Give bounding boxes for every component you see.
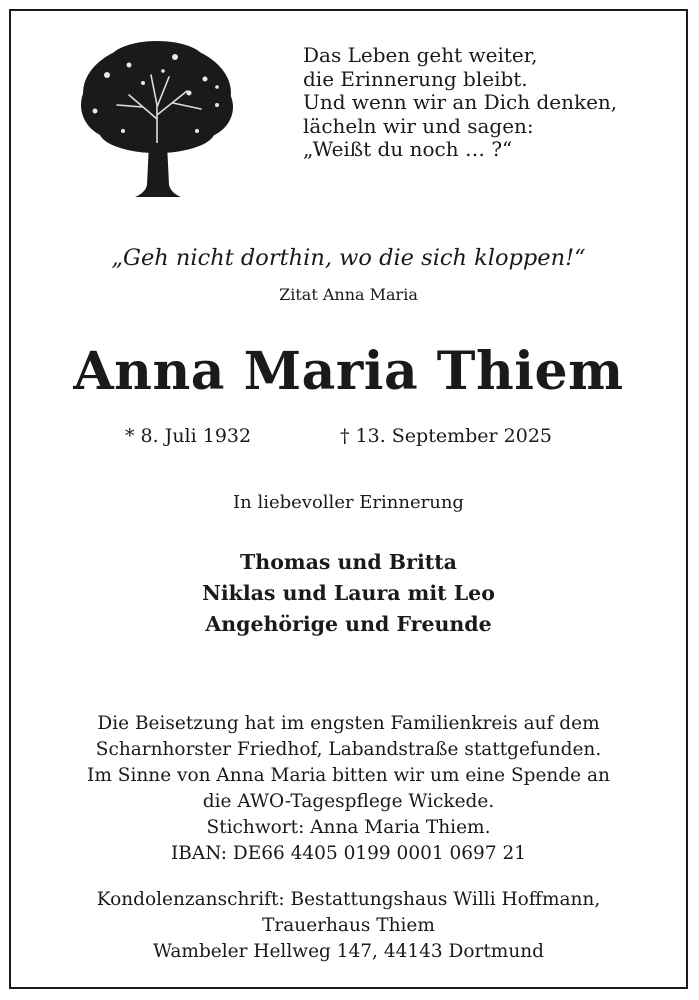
condolence-line-2: Trauerhaus Thiem	[262, 915, 435, 936]
burial-line-6: IBAN: DE66 4405 0199 0001 0697 21	[170, 843, 527, 864]
condolence-line-3: Wambeler Hellweg 147, 44143 Dortmund	[152, 941, 545, 962]
burial-line-3: Im Sinne von Anna Maria bitten wir um eine Spende an	[87, 765, 610, 786]
mourner-line-1: Thomas und Britta	[240, 550, 457, 574]
poem	[303, 44, 617, 162]
burial-line-5: Stichwort: Anna Maria Thiem.	[206, 817, 491, 838]
poem-line-2: die Erinnerung bleibt.	[303, 66, 528, 91]
burial-line-2: Scharnhorster Friedhof, Labandstraße stattgefunden.	[95, 739, 602, 760]
death-date: † 13. September 2025	[340, 425, 552, 447]
obituary-frame	[9, 9, 688, 989]
mourner-line-2: Niklas und Laura mit Leo	[202, 581, 495, 605]
mourner-line-3: Angehörige und Freunde	[205, 612, 492, 636]
poem-line-1: Das Leben geht weiter,	[303, 43, 538, 67]
mourners	[11, 547, 686, 640]
burial-notice	[11, 711, 686, 867]
condolence-address	[11, 887, 686, 965]
quote-text: „Geh nicht dorthin, wo die sich kloppen!“	[111, 245, 586, 271]
condolence-line-1: Kondolenzanschrift: Bestattungshaus Willi Hoffmann,	[96, 889, 601, 910]
tree-icon	[77, 35, 237, 199]
poem-line-5: „Weißt du noch … ?“	[303, 137, 513, 161]
memory-line: In liebevoller Erinnerung	[233, 492, 464, 513]
birth-date: * 8. Juli 1932	[125, 425, 252, 447]
quote-source: Zitat Anna Maria	[279, 285, 418, 304]
burial-line-1: Die Beisetzung hat im engsten Familienkreis auf dem	[97, 713, 600, 734]
poem-line-4: lächeln wir und sagen:	[303, 113, 534, 138]
burial-line-4: die AWO-Tagespflege Wickede.	[202, 791, 495, 812]
poem-line-3: Und wenn wir an Dich denken,	[303, 90, 618, 114]
deceased-name: Anna Maria Thiem	[73, 341, 624, 402]
